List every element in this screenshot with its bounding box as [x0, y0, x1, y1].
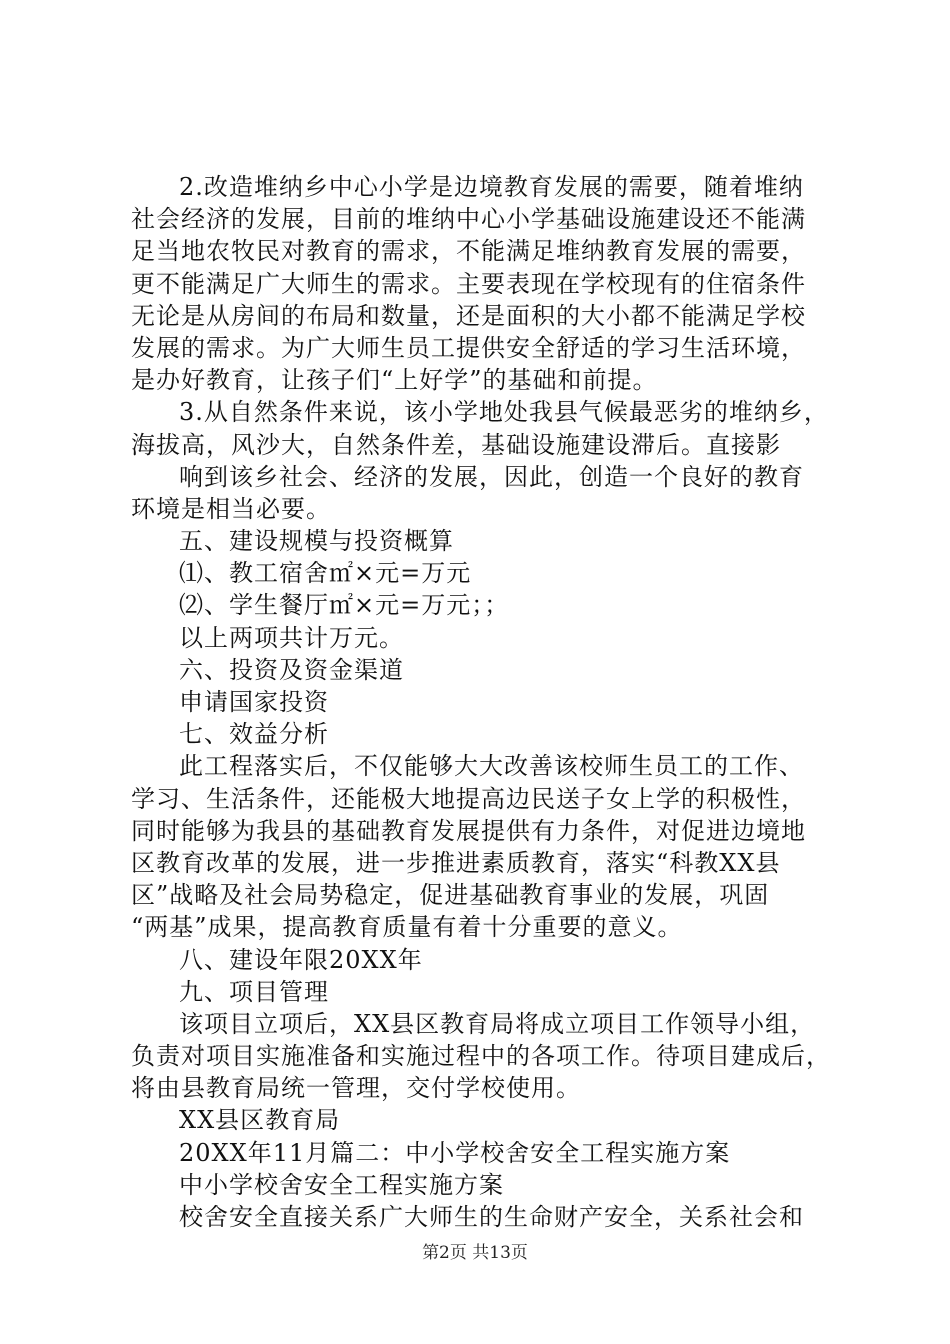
- text-line: 将由县教育局统一管理，交付学校使用。: [131, 1074, 581, 1103]
- text-line: 3.从自然条件来说，该小学地处我县气候最恶劣的堆纳乡，: [179, 398, 829, 427]
- text-line: 负责对项目实施准备和实施过程中的各项工作。待项目建成后，: [131, 1042, 831, 1071]
- text-line: ⑵、学生餐厅㎡×元=万元；；: [179, 591, 510, 620]
- text-line: “两基”成果，提高教育质量有着十分重要的意义。: [131, 913, 683, 942]
- text-line: 响到该乡社会、经济的发展，因此，创造一个良好的教育: [179, 462, 804, 491]
- text-line: 中小学校舍安全工程实施方案: [179, 1170, 504, 1199]
- text-line: 八、建设年限20XX年: [179, 945, 423, 974]
- document-body: [131, 171, 841, 1233]
- text-line: 区”战略及社会局势稳定，促进基础教育事业的发展，巩固: [131, 881, 770, 910]
- text-line: 校舍安全直接关系广大师生的生命财产安全，关系社会和: [179, 1203, 804, 1231]
- text-line: 此工程落实后，不仅能够大大改善该校师生员工的工作、: [179, 752, 804, 781]
- text-line: 以上两项共计万元。: [179, 623, 404, 652]
- text-line: 发展的需求。为广大师生员工提供安全舒适的学习生活环境，: [131, 333, 806, 362]
- text-line: 社会经济的发展，目前的堆纳中心小学基础设施建设还不能满: [131, 205, 806, 234]
- text-line: 足当地农牧民对教育的需求，不能满足堆纳教育发展的需要，: [131, 237, 806, 266]
- text-line: 同时能够为我县的基础教育发展提供有力条件，对促进边境地: [131, 816, 806, 845]
- text-line: ⑴、教工宿舍㎡×元=万元: [179, 559, 472, 588]
- text-line: 学习、生活条件，还能极大地提高边民送子女上学的积极性，: [131, 784, 806, 813]
- text-line: 该项目立项后，XX县区教育局将成立项目工作领导小组，: [179, 1009, 816, 1038]
- text-line: 2.改造堆纳乡中心小学是边境教育发展的需要，随着堆纳: [179, 173, 804, 201]
- text-line: 更不能满足广大师生的需求。主要表现在学校现有的住宿条件: [131, 269, 806, 298]
- page-number-label: 第2页 共13页: [422, 1243, 528, 1263]
- text-line: 环境是相当必要。: [131, 494, 331, 523]
- page-footer: [0, 1242, 950, 1264]
- text-line: 七、效益分析: [179, 720, 329, 749]
- text-line: 九、项目管理: [179, 977, 329, 1006]
- text-line: 20XX年11月篇二：中小学校舍安全工程实施方案: [179, 1138, 731, 1167]
- text-line: 区教育改革的发展，进一步推进素质教育，落实“科教XX县: [131, 848, 781, 877]
- text-line: 无论是从房间的布局和数量，还是面积的大小都不能满足学校: [131, 301, 806, 330]
- text-line: XX县区教育局: [179, 1106, 341, 1135]
- text-line: 六、投资及资金渠道: [179, 655, 404, 684]
- text-line: 是办好教育，让孩子们“上好学”的基础和前提。: [131, 366, 658, 395]
- text-line: 五、建设规模与投资概算: [179, 527, 454, 556]
- text-line: 申请国家投资: [179, 688, 329, 716]
- text-line: 海拔高，风沙大，自然条件差，基础设施建设滞后。直接影: [131, 430, 781, 459]
